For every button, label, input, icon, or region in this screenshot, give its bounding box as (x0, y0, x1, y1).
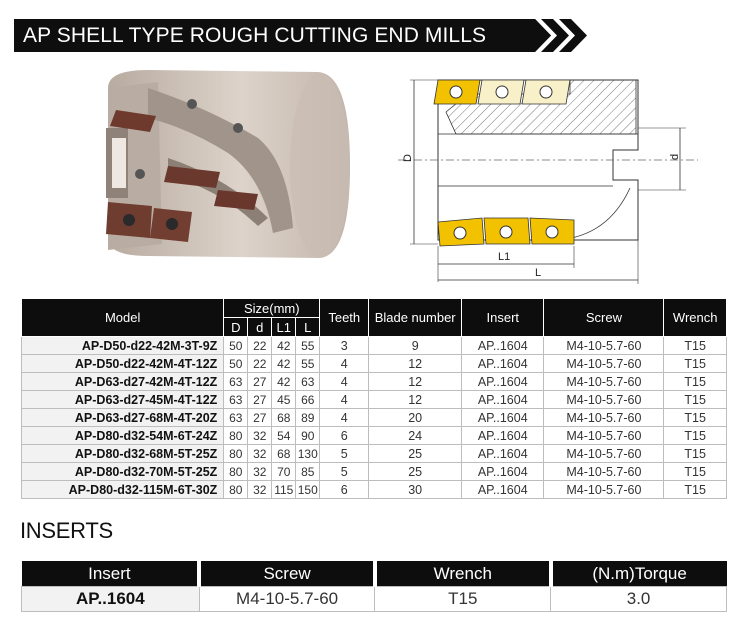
teeth-cell: 4 (320, 391, 369, 409)
L-cell: 66 (296, 391, 320, 409)
wrench-cell: T15 (664, 337, 727, 355)
inserts-header-row (22, 561, 727, 587)
chevrons-icon (519, 19, 587, 52)
dimension-d-label: d (669, 153, 681, 160)
end-mill-product-image (88, 68, 370, 264)
model-cell: AP-D80-d32-70M-5T-25Z (22, 463, 224, 481)
insert-cell: AP..1604 (462, 355, 544, 373)
L-cell: 90 (296, 427, 320, 445)
D-cell: 63 (224, 373, 248, 391)
wrench-cell: T15 (664, 391, 727, 409)
d-cell: 22 (248, 337, 272, 355)
spec-table-row (22, 427, 727, 445)
screw-cell: M4-10-5.7-60 (544, 409, 664, 427)
L-cell: 89 (296, 409, 320, 427)
screw-cell: M4-10-5.7-60 (544, 463, 664, 481)
insert-bottom-row (438, 218, 574, 246)
d-cell: 32 (248, 427, 272, 445)
L-cell: 130 (297, 446, 318, 461)
screw-cell: M4-10-5.7-60 (544, 427, 664, 445)
D-cell: 80 (224, 481, 248, 499)
spec-table-body (22, 337, 727, 499)
dimension-D-label: D (402, 154, 414, 162)
insert-cell: AP..1604 (462, 427, 544, 445)
inserts-header-wrench: Wrench (375, 561, 551, 587)
d-cell: 32 (248, 481, 272, 499)
inserts-insert-cell: AP..1604 (22, 587, 200, 612)
d-cell: 27 (248, 373, 272, 391)
spec-table-row (22, 355, 727, 373)
inserts-row (22, 587, 727, 612)
D-cell: 80 (224, 463, 248, 481)
D-cell: 50 (224, 355, 248, 373)
wrench-cell: T15 (664, 355, 727, 373)
model-cell: AP-D80-d32-115M-6T-30Z (22, 481, 224, 499)
model-cell: AP-D50-d22-42M-3T-9Z (22, 337, 224, 355)
wrench-cell: T15 (664, 427, 727, 445)
header-screw: Screw (544, 299, 664, 337)
d-cell: 32 (248, 445, 272, 463)
spec-table-row (22, 481, 727, 499)
spec-table-row (22, 391, 727, 409)
inserts-header-screw: Screw (199, 561, 375, 587)
header-teeth: Teeth (320, 299, 369, 337)
blade-number-cell: 24 (369, 427, 462, 445)
teeth-cell: 4 (320, 355, 369, 373)
L1-cell: 45 (272, 391, 296, 409)
D-cell: 80 (224, 427, 248, 445)
spec-header-row (22, 299, 727, 318)
blade-number-cell: 12 (369, 373, 462, 391)
insert-cell: AP..1604 (462, 391, 544, 409)
blade-number-cell: 12 (369, 391, 462, 409)
insert-cell: AP..1604 (462, 481, 544, 499)
D-cell: 50 (224, 337, 248, 355)
d-cell: 27 (248, 391, 272, 409)
insert-cell: AP..1604 (462, 409, 544, 427)
screw-cell: M4-10-5.7-60 (544, 481, 664, 499)
L-cell: 150 (297, 482, 318, 497)
D-cell: 63 (224, 409, 248, 427)
inserts-torque-cell: 3.0 (551, 587, 727, 612)
L1-cell: 70 (272, 463, 296, 481)
L1-cell: 42 (272, 337, 296, 355)
header-insert: Insert (462, 299, 544, 337)
screw-cell: M4-10-5.7-60 (544, 373, 664, 391)
title-banner (14, 19, 520, 52)
spec-table-row (22, 409, 727, 427)
spec-table-row (22, 373, 727, 391)
teeth-cell: 5 (320, 463, 369, 481)
dimension-L1-label: L1 (498, 251, 511, 263)
header-D: D (224, 318, 248, 337)
blade-number-cell: 25 (369, 463, 462, 481)
header-model: Model (22, 299, 224, 337)
d-cell: 22 (248, 355, 272, 373)
screw-cell: M4-10-5.7-60 (544, 445, 664, 463)
teeth-cell: 4 (320, 409, 369, 427)
model-cell: AP-D50-d22-42M-4T-12Z (22, 355, 224, 373)
L1-cell: 54 (272, 427, 296, 445)
wrench-cell: T15 (664, 409, 727, 427)
wrench-cell: T15 (664, 481, 727, 499)
L-cell: 55 (296, 337, 320, 355)
L-cell: 63 (296, 373, 320, 391)
inserts-wrench-cell: T15 (375, 587, 551, 612)
header-size: Size(mm) (224, 299, 320, 318)
insert-cell: AP..1604 (462, 337, 544, 355)
model-cell: AP-D63-d27-45M-4T-12Z (22, 391, 224, 409)
spec-table (21, 298, 727, 499)
blade-number-cell: 30 (369, 481, 462, 499)
teeth-cell: 3 (320, 337, 369, 355)
insert-cell: AP..1604 (462, 463, 544, 481)
screw-cell: M4-10-5.7-60 (544, 391, 664, 409)
L1-cell: 42 (272, 373, 296, 391)
teeth-cell: 6 (320, 481, 369, 499)
teeth-cell: 5 (320, 445, 369, 463)
blade-number-cell: 25 (369, 445, 462, 463)
L-cell: 55 (296, 355, 320, 373)
inserts-section-title: INSERTS (20, 518, 113, 543)
insert-cell: AP..1604 (462, 445, 544, 463)
teeth-cell: 6 (320, 427, 369, 445)
wrench-cell: T15 (664, 463, 727, 481)
header-d: d (248, 318, 272, 337)
inserts-header-insert: Insert (22, 561, 200, 587)
model-cell: AP-D80-d32-68M-5T-25Z (22, 445, 224, 463)
wrench-cell: T15 (664, 373, 727, 391)
page-title: AP SHELL TYPE ROUGH CUTTING END MILLS (23, 23, 487, 47)
L1-cell: 68 (272, 409, 296, 427)
teeth-cell: 4 (320, 373, 369, 391)
model-cell: AP-D63-d27-42M-4T-12Z (22, 373, 224, 391)
L-cell: 85 (296, 463, 320, 481)
insert-cell: AP..1604 (462, 373, 544, 391)
model-cell: AP-D80-d32-54M-6T-24Z (22, 427, 224, 445)
header-wrench: Wrench (664, 299, 727, 337)
inserts-table (21, 561, 727, 612)
L1-cell: 42 (272, 355, 296, 373)
header-L: L (296, 318, 320, 337)
d-cell: 32 (248, 463, 272, 481)
blade-number-cell: 9 (369, 337, 462, 355)
spec-table-row (22, 337, 727, 355)
d-cell: 27 (248, 409, 272, 427)
screw-cell: M4-10-5.7-60 (544, 355, 664, 373)
dimension-L-label: L (535, 267, 542, 279)
L1-cell: 115 (272, 481, 296, 499)
blade-number-cell: 20 (369, 409, 462, 427)
screw-cell: M4-10-5.7-60 (544, 337, 664, 355)
spec-table-row (22, 463, 727, 481)
header-blade-number: Blade number (369, 299, 462, 337)
blade-number-cell: 12 (369, 355, 462, 373)
spec-table-row (22, 445, 727, 463)
inserts-header-torque: (N.m)Torque (551, 561, 727, 587)
inserts-screw-cell: M4-10-5.7-60 (199, 587, 375, 612)
D-cell: 63 (224, 391, 248, 409)
technical-drawing (398, 68, 698, 284)
D-cell: 80 (224, 445, 248, 463)
header-L1: L1 (272, 318, 296, 337)
wrench-cell: T15 (664, 445, 727, 463)
model-cell: AP-D63-d27-68M-4T-20Z (22, 409, 224, 427)
insert-top-row (434, 80, 570, 104)
L1-cell: 68 (272, 445, 296, 463)
